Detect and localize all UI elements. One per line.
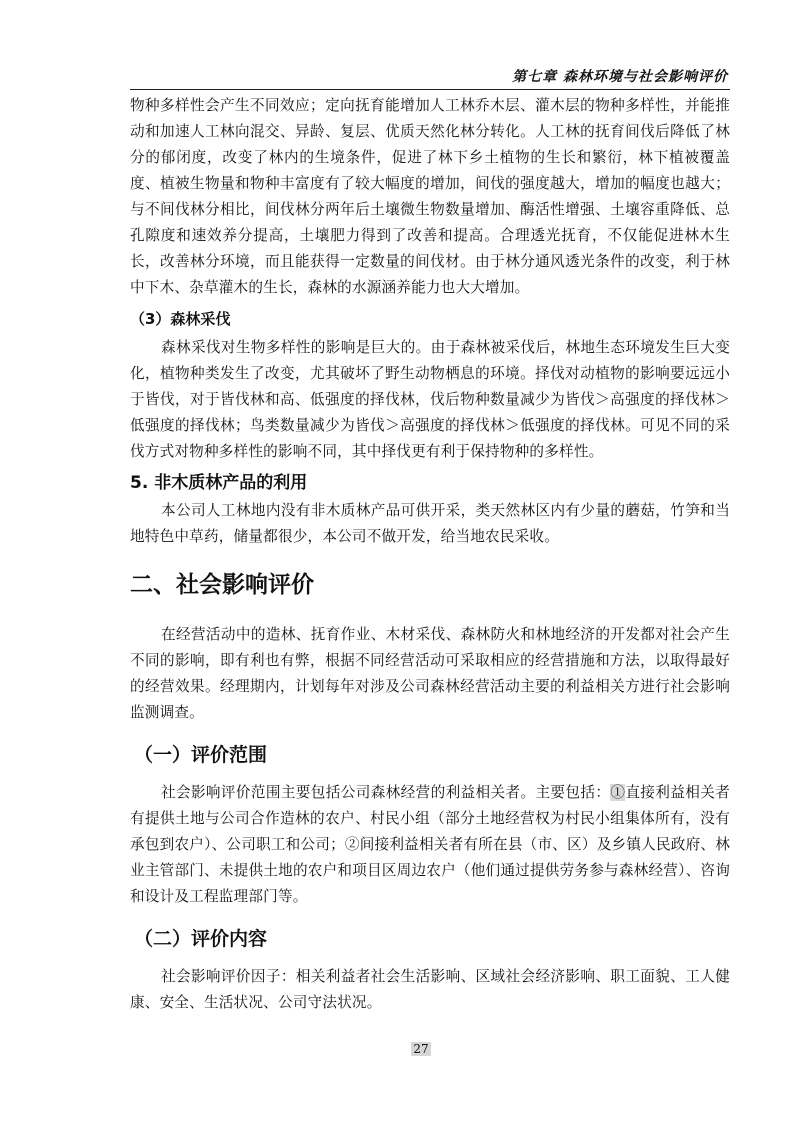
ntfp-paragraph: 本公司人工林地内没有非木质林产品可供开采，类天然林区内有少量的蘑菇，竹笋和当地特色中草药，储量都很少，本公司不做开发，给当地农民采收。 [130,502,730,545]
header-divider [130,89,730,90]
scope-text-b: 直接利益相关者有提供土地与公司合作造林的农户、村民小组（部分土地经营权为村民小组集体所有，没有承包到农户）、公司职工和公司；②间接利益相关者有所在县（市、区）及乡镇人民政府、林业主管部门、未提供土地的农户和项目区周边农户（他们通过提供劳务参与森林经营）、咨询和设计及工程监理部门等。 [130,784,730,905]
running-header: 第七章 森林环境与社会影响评价 [512,69,728,85]
harvest-heading: （3）森林采伐 [130,310,231,328]
page-body [130,93,730,1016]
section-heading: 二、社会影响评价 [130,572,314,598]
page-number: 27 [411,1042,431,1056]
scope-paragraph [130,780,730,910]
intro-paragraph: 物种多样性会产生不同效应；定向抚育能增加人工林乔木层、灌木层的物种多样性，并能推动和加速人工林向混交、异龄、复层、优质天然化林分转化。人工林的抚育间伐后降低了林分的郁闭度，改变了林内的生境条件，促进了林下乡土植物的生长和繁衍，林下植被覆盖度、植被生物量和物种丰富度有了较大幅度的增加，间伐的强度越大，增加的幅度也越大；与不间伐林分相比，间伐林分两年后土壤微生物数量增加、酶活性增强、土壤容重降低、总孔隙度和速效养分提高，土壤肥力得到了改善和提高。合理透光抚育，不仅能促进林木生长，改善林分环境，而且能获得一定数量的间伐材。由于林分通风透光条件的改变，利于林中下木、杂草灌木的生长，森林的水源涵养能力也大大增加。 [130,97,730,296]
scope-text-a: 社会影响评价范围主要包括公司森林经营的利益相关者。主要包括： [161,784,611,801]
harvest-paragraph: 森林采伐对生物多样性的影响是巨大的。由于森林被采伐后，林地生态环境发生巨大变化，植物种类发生了改变，尤其破坏了野生动物栖息的环境。择伐对动植物的影响要远远小于皆伐，对于皆伐林和高、低强度的择伐林，伐后物种数量减少为皆伐＞高强度的择伐林＞低强度的择伐林；鸟类数量减少为皆伐＞高强度的择伐林＞低强度的择伐林。可见不同的采伐方式对物种多样性的影响不同，其中择伐更有利于保持物种的多样性。 [130,339,730,460]
section-paragraph: 在经营活动中的造林、抚育作业、木材采伐、森林防火和林地经济的开发都对社会产生不同的影响，即有利也有弊，根据不同经营活动可采取相应的经营措施和方法，以取得最好的经营效果。经理期内，计划每年对涉及公司森林经营活动主要的利益相关方进行社会影响监测调查。 [130,626,730,721]
ntfp-heading: 5. 非木质林产品的利用 [130,473,308,493]
content-heading: （二）评价内容 [134,928,268,950]
scope-heading: （一）评价范围 [134,744,268,766]
scope-marker: ① [610,784,626,801]
content-paragraph: 社会影响评价因子：相关利益者社会生活影响、区域社会经济影响、职工面貌、工人健康、安全、生活状况、公司守法状况。 [130,968,730,1011]
